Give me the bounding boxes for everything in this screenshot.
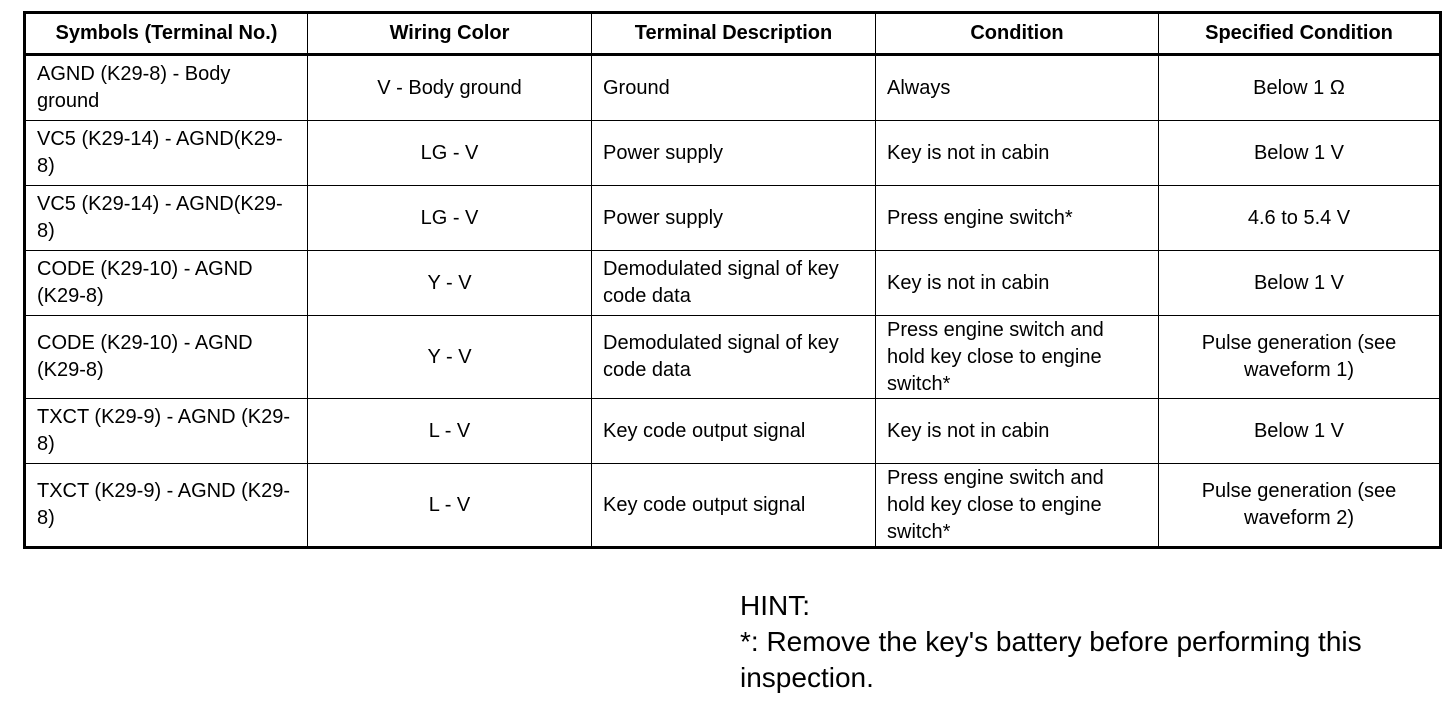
cell-specified-condition: Below 1 Ω (1159, 55, 1441, 121)
table-row (25, 186, 1441, 251)
cell-condition: Key is not in cabin (876, 121, 1159, 186)
header-condition: Condition (876, 13, 1159, 55)
cell-symbols: VC5 (K29-14) - AGND(K29-8) (25, 186, 308, 251)
cell-condition: Press engine switch and hold key close to engine switch* (876, 464, 1159, 548)
cell-wiring-color: LG - V (308, 186, 592, 251)
cell-condition: Press engine switch* (876, 186, 1159, 251)
cell-condition: Key is not in cabin (876, 251, 1159, 316)
cell-condition: Key is not in cabin (876, 399, 1159, 464)
cell-condition: Always (876, 55, 1159, 121)
cell-wiring-color: L - V (308, 464, 592, 548)
cell-specified-condition: Pulse generation (see waveform 2) (1159, 464, 1441, 548)
cell-terminal-description: Key code output signal (592, 464, 876, 548)
cell-symbols: AGND (K29-8) - Body ground (25, 55, 308, 121)
inspection-table (23, 11, 1442, 549)
cell-terminal-description: Key code output signal (592, 399, 876, 464)
cell-terminal-description: Power supply (592, 186, 876, 251)
table-row (25, 55, 1441, 121)
cell-symbols: VC5 (K29-14) - AGND(K29-8) (25, 121, 308, 186)
table-row (25, 399, 1441, 464)
header-terminal-description: Terminal Description (592, 13, 876, 55)
table-header-row (25, 13, 1441, 55)
cell-wiring-color: Y - V (308, 251, 592, 316)
cell-terminal-description: Demodulated signal of key code data (592, 251, 876, 316)
cell-wiring-color: V - Body ground (308, 55, 592, 121)
cell-specified-condition: Below 1 V (1159, 399, 1441, 464)
cell-specified-condition: Pulse generation (see waveform 1) (1159, 316, 1441, 399)
header-symbols: Symbols (Terminal No.) (25, 13, 308, 55)
cell-terminal-description: Power supply (592, 121, 876, 186)
cell-specified-condition: 4.6 to 5.4 V (1159, 186, 1441, 251)
cell-symbols: TXCT (K29-9) - AGND (K29-8) (25, 464, 308, 548)
hint-text: *: Remove the key's battery before performing this inspection. (740, 626, 1362, 693)
cell-symbols: TXCT (K29-9) - AGND (K29-8) (25, 399, 308, 464)
cell-specified-condition: Below 1 V (1159, 251, 1441, 316)
cell-wiring-color: Y - V (308, 316, 592, 399)
header-wiring-color: Wiring Color (308, 13, 592, 55)
hint-note (740, 588, 1440, 696)
cell-symbols: CODE (K29-10) - AGND (K29-8) (25, 251, 308, 316)
hint-title: HINT: (740, 590, 810, 621)
table-row (25, 316, 1441, 399)
table-row (25, 121, 1441, 186)
cell-terminal-description: Ground (592, 55, 876, 121)
header-specified-condition: Specified Condition (1159, 13, 1441, 55)
cell-symbols: CODE (K29-10) - AGND (K29-8) (25, 316, 308, 399)
cell-terminal-description: Demodulated signal of key code data (592, 316, 876, 399)
table-row (25, 464, 1441, 548)
cell-condition: Press engine switch and hold key close to engine switch* (876, 316, 1159, 399)
cell-wiring-color: L - V (308, 399, 592, 464)
table-row (25, 251, 1441, 316)
cell-wiring-color: LG - V (308, 121, 592, 186)
cell-specified-condition: Below 1 V (1159, 121, 1441, 186)
